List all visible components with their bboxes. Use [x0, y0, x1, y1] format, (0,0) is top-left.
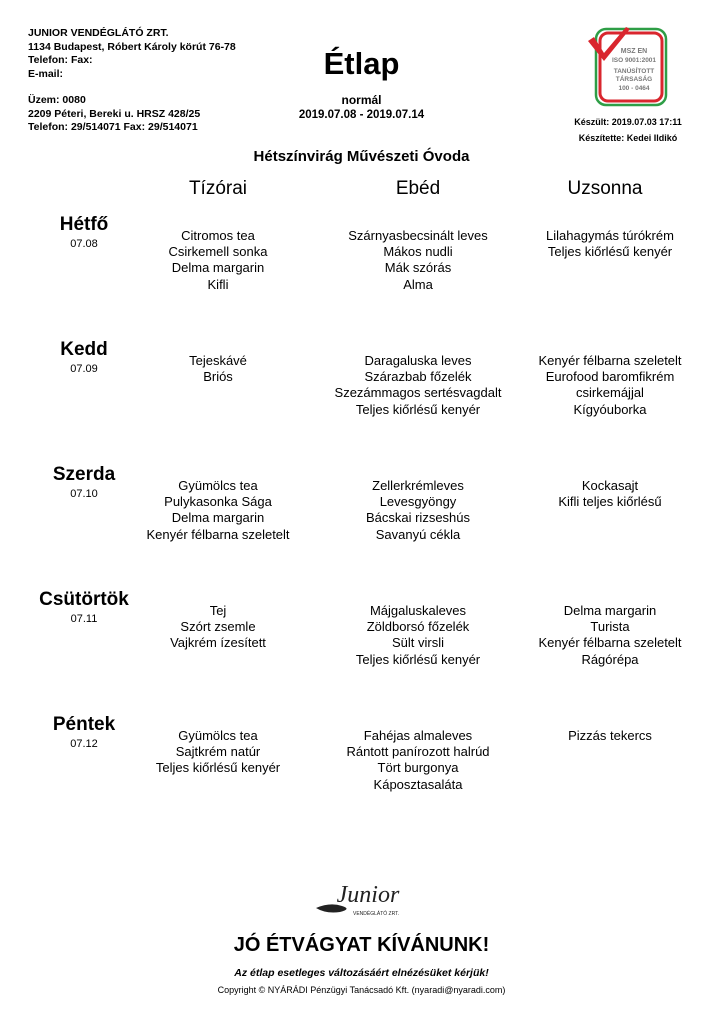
company-address: 1134 Budapest, Róbert Károly körút 76-78 [28, 40, 236, 53]
menu-item: Kenyér félbarna szeletelt [538, 353, 682, 368]
plant-code: Üzem: 0080 [28, 94, 86, 106]
cert-line-1: MSZ EN [620, 48, 648, 55]
menu-item: Pizzás tekercs [568, 728, 652, 743]
column-header-uzsonna: Uzsonna [567, 178, 643, 199]
menu-item: Szórt zsemle [180, 619, 256, 635]
menu-item: Teljes kiőrlésű kenyér [547, 244, 673, 260]
menu-cell-ebed [313, 228, 523, 293]
menu-item: Kifli [207, 276, 229, 292]
day-name: Péntek [52, 714, 116, 735]
menu-item: Savanyú cékla [375, 526, 461, 542]
menu-item: Turista [590, 619, 630, 635]
menu-item: Daragaluska leves [364, 353, 472, 368]
menu-item: Zellerkrémleves [372, 478, 464, 493]
menu-cell-uzsonna [505, 603, 715, 668]
day-name: Hétfő [59, 214, 109, 235]
cert-line-5: 100 - 0464 [618, 85, 650, 92]
day-name: Csütörtök [39, 589, 129, 610]
menu-item: Kockasajt [581, 478, 639, 493]
menu-item: Alma [403, 276, 433, 292]
cert-line-4: TÁRSASÁG [615, 76, 653, 83]
cert-line-2: ISO 9001:2001 [611, 57, 657, 64]
menu-item: Rágórépa [581, 651, 639, 667]
menu-item: Szárnyasbecsinált leves [348, 228, 488, 243]
menu-item: Vajkrém ízesített [170, 635, 266, 651]
company-email: E-mail: [28, 67, 64, 80]
page-title: Étlap [323, 46, 400, 81]
school-name: Hétszínvirág Művészeti Óvoda [253, 148, 470, 165]
day-date: 07.08 [70, 238, 98, 250]
menu-item: Teljes kiőrlésű kenyér [355, 651, 481, 667]
menu-cell-tizorai [113, 728, 323, 777]
company-name: JUNIOR VENDÉGLÁTÓ ZRT. [28, 27, 169, 39]
day-date: 07.10 [70, 488, 98, 500]
menu-item: Fahéjas almaleves [363, 728, 473, 743]
day-date: 07.12 [70, 738, 98, 750]
menu-item: Lilahagymás túrókrém [546, 228, 674, 243]
menu-cell-uzsonna [505, 353, 715, 418]
menu-item: Sült virsli [391, 635, 444, 651]
column-header-tizorai: Tízórai [188, 178, 248, 199]
menu-cell-ebed [313, 478, 523, 543]
menu-item: Májgaluskaleves [369, 603, 467, 618]
day-date: 07.11 [70, 613, 98, 625]
plant-address: 2209 Péteri, Bereki u. HRSZ 428/25 [28, 107, 201, 120]
footer-note: Az étlap esetleges változásáért elnézésüket kérjük! [234, 967, 489, 979]
menu-item: Teljes kiőrlésű kenyér [355, 401, 481, 417]
menu-item: Levesgyöngy [379, 494, 457, 510]
menu-item: Mákos nudli [383, 244, 453, 260]
menu-item: Tejeskávé [189, 353, 247, 368]
menu-item: Briós [203, 369, 233, 385]
menu-cell-uzsonna [505, 478, 715, 510]
day-name: Kedd [60, 339, 108, 360]
day-name: Szerda [52, 464, 116, 485]
menu-item: Rántott panírozott halrúd [346, 744, 490, 760]
menu-cell-tizorai [113, 353, 323, 385]
footer-wish: JÓ ÉTVÁGYAT KÍVÁNUNK! [233, 934, 490, 956]
menu-cell-ebed [313, 603, 523, 668]
menu-item: Tej [209, 603, 227, 618]
company-phone: Telefon: Fax: [28, 54, 93, 66]
iso-certificate-seal-icon [586, 23, 670, 109]
menu-cell-tizorai [113, 478, 323, 543]
menu-item: Káposztasaláta [373, 776, 463, 792]
menu-cell-tizorai [113, 603, 323, 652]
menu-item: Csirkemell sonka [168, 244, 268, 260]
menu-item: Teljes kiőrlésű kenyér [155, 760, 281, 776]
document-meta [540, 114, 716, 146]
menu-item: Delma margarin [171, 260, 265, 276]
menu-cell-ebed [313, 728, 523, 793]
menu-item: Kifli teljes kiőrlésű [558, 494, 662, 510]
menu-item: Szárazbab főzelék [364, 369, 472, 385]
menu-cell-tizorai [113, 228, 323, 293]
date-range: 2019.07.08 - 2019.07.14 [298, 109, 425, 121]
author: Készítette: Kedei Ildikó [578, 133, 678, 143]
cert-line-3: TANÚSÍTOTT [613, 68, 655, 75]
menu-item: Szezámmagos sertésvagdalt [334, 385, 502, 401]
menu-cell-uzsonna [505, 728, 715, 744]
menu-item: Tört burgonya [377, 760, 459, 776]
menu-item: csirkemájjal [576, 385, 644, 401]
menu-item: Bácskai rizseshús [365, 510, 471, 526]
menu-cell-ebed [313, 353, 523, 418]
menu-item: Citromos tea [181, 228, 255, 243]
menu-cell-uzsonna [505, 228, 715, 260]
menu-item: Sajtkrém natúr [175, 744, 261, 760]
day-date: 07.09 [70, 363, 98, 375]
junior-logo-icon [312, 876, 412, 920]
menu-item: Delma margarin [563, 603, 657, 618]
menu-item: Mák szórás [384, 260, 452, 276]
column-header-ebed: Ebéd [395, 178, 441, 199]
menu-item: Zöldborsó főzelék [366, 619, 470, 635]
menu-item: Kenyér félbarna szeletelt [146, 526, 290, 542]
plant-phone: Telefon: 29/514071 Fax: 29/514071 [28, 121, 198, 133]
created-timestamp: Készült: 2019.07.03 17:11 [574, 117, 682, 127]
menu-item: Kenyér félbarna szeletelt [538, 635, 682, 651]
menu-item: Eurofood baromfikrém [545, 369, 675, 385]
menu-item: Gyümölcs tea [178, 728, 258, 743]
footer-copyright: Copyright © NYÁRÁDI Pénzügyi Tanácsadó Kft. (nyaradi@nyaradi.com) [217, 985, 506, 995]
logo-tagline: VENDÉGLÁTÓ ZRT. [352, 911, 400, 917]
menu-item: Pulykasonka Sága [164, 494, 272, 510]
logo-word: Junior [336, 882, 400, 908]
menu-item: Delma margarin [171, 510, 265, 526]
menu-item: Kígyóuborka [573, 401, 647, 417]
menu-item: Gyümölcs tea [178, 478, 258, 493]
menu-type: normál [341, 93, 382, 107]
